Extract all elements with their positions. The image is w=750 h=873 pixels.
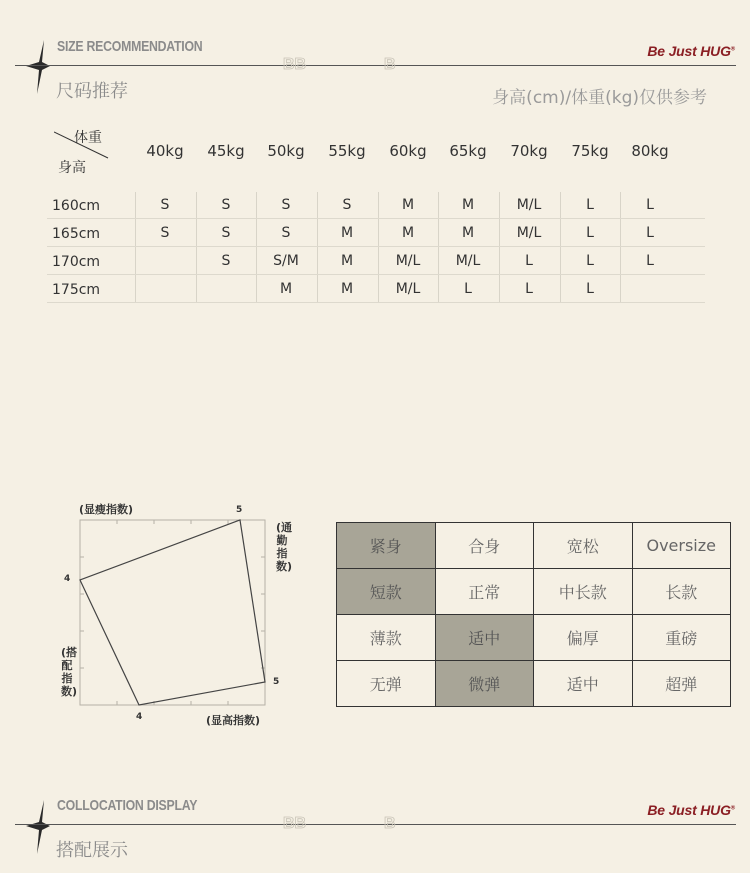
size-cell: M [340,225,354,241]
corner-weight-label: 体重 [74,130,102,146]
attribute-cell: 合身 [436,523,535,569]
attribute-cell: 重磅 [633,615,732,661]
section-divider [15,65,736,66]
weight-column-header: 80kg [631,142,669,160]
weight-column-header: 55kg [328,142,366,160]
sparkle-icon [22,38,52,96]
size-cell: L [646,253,654,269]
attribute-cell: 长款 [633,569,732,615]
weight-column-header: 45kg [207,142,245,160]
size-cell: M [340,253,354,269]
attribute-cell-selected: 紧身 [337,523,436,569]
attribute-cell-selected: 适中 [436,615,535,661]
size-cell: S [221,253,231,269]
size-cell: M [279,281,293,297]
section-title-cn: 尺码推荐 [56,81,128,102]
reference-note: 身高(cm)/体重(kg)仅供参考 [492,88,707,108]
size-cell: M [401,225,415,241]
size-cell: M [461,225,475,241]
size-cell: L [525,281,533,297]
size-cell: L [586,225,594,241]
size-cell: M/L [516,197,542,213]
attribute-cell: 超弹 [633,661,732,707]
attribute-cell: 薄款 [337,615,436,661]
size-cell: L [586,253,594,269]
weight-column-header: 65kg [449,142,487,160]
table-row-divider [47,218,705,219]
attribute-cell: 适中 [534,661,633,707]
corner-diagonal [54,130,110,160]
weight-column-header: 40kg [146,142,184,160]
attribute-cell: 正常 [436,569,535,615]
height-row-label: 170cm [52,254,101,270]
height-row-label: 175cm [52,282,101,298]
deco-b-icon: B [384,815,396,832]
attribute-cell-selected: 短款 [337,569,436,615]
size-cell: M/L [395,281,421,297]
attribute-cell: 宽松 [534,523,633,569]
radar-right-value: 5 [273,677,280,687]
radar-plot [55,495,295,730]
radar-left-value: 4 [64,574,71,584]
size-cell: M/L [516,225,542,241]
table-row-divider [47,302,705,303]
size-cell: L [646,197,654,213]
corner-height-label: 身高 [58,160,86,176]
height-row-label: 160cm [52,198,101,214]
size-cell: M [340,281,354,297]
weight-column-header: 60kg [389,142,427,160]
size-cell: L [586,197,594,213]
section-title-en: COLLOCATION DISPLAY [57,797,198,814]
weight-column-header: 70kg [510,142,548,160]
sparkle-icon [22,798,52,856]
section-divider [15,824,736,825]
radar-bottom-label: (显高指数) [206,714,261,727]
radar-polygon [80,520,265,705]
attribute-grid [336,522,731,707]
height-row-label: 165cm [52,226,101,242]
size-cell: L [586,281,594,297]
weight-column-header: 75kg [571,142,609,160]
deco-bb-icon: BB [283,815,307,832]
size-cell: M/L [455,253,481,269]
size-cell: M [401,197,415,213]
size-cell: S [160,225,170,241]
size-cell: M [461,197,475,213]
size-cell: S [160,197,170,213]
section-title-en: SIZE RECOMMENDATION [57,38,203,55]
weight-column-header: 50kg [267,142,305,160]
brand-logo: Be Just HUG® [647,802,735,818]
size-cell: M/L [395,253,421,269]
size-cell: S [221,197,231,213]
attribute-cell: 中长款 [534,569,633,615]
attribute-cell: Oversize [633,523,732,569]
radar-top-value: 5 [236,505,243,515]
table-row-divider [47,274,705,275]
size-cell: S [342,197,352,213]
section-title-cn: 搭配展示 [56,840,128,861]
brand-logo: Be Just HUG® [647,43,735,59]
radar-bottom-value: 4 [136,712,143,722]
size-cell: S/M [273,253,299,269]
radar-top-label: (显瘦指数) [79,503,134,516]
radar-chart [55,495,295,730]
table-row-divider [47,246,705,247]
size-cell: S [281,197,291,213]
size-cell: S [281,225,291,241]
attribute-cell: 无弹 [337,661,436,707]
deco-bb-icon: BB [283,56,307,73]
size-cell: L [464,281,472,297]
size-cell: L [525,253,533,269]
size-cell: S [221,225,231,241]
deco-b-icon: B [384,56,396,73]
radar-left-label: (搭配指数) [61,646,78,698]
attribute-cell-selected: 微弹 [436,661,535,707]
size-cell: L [646,225,654,241]
attribute-cell: 偏厚 [534,615,633,661]
radar-right-label: (通勤指数) [276,521,293,573]
